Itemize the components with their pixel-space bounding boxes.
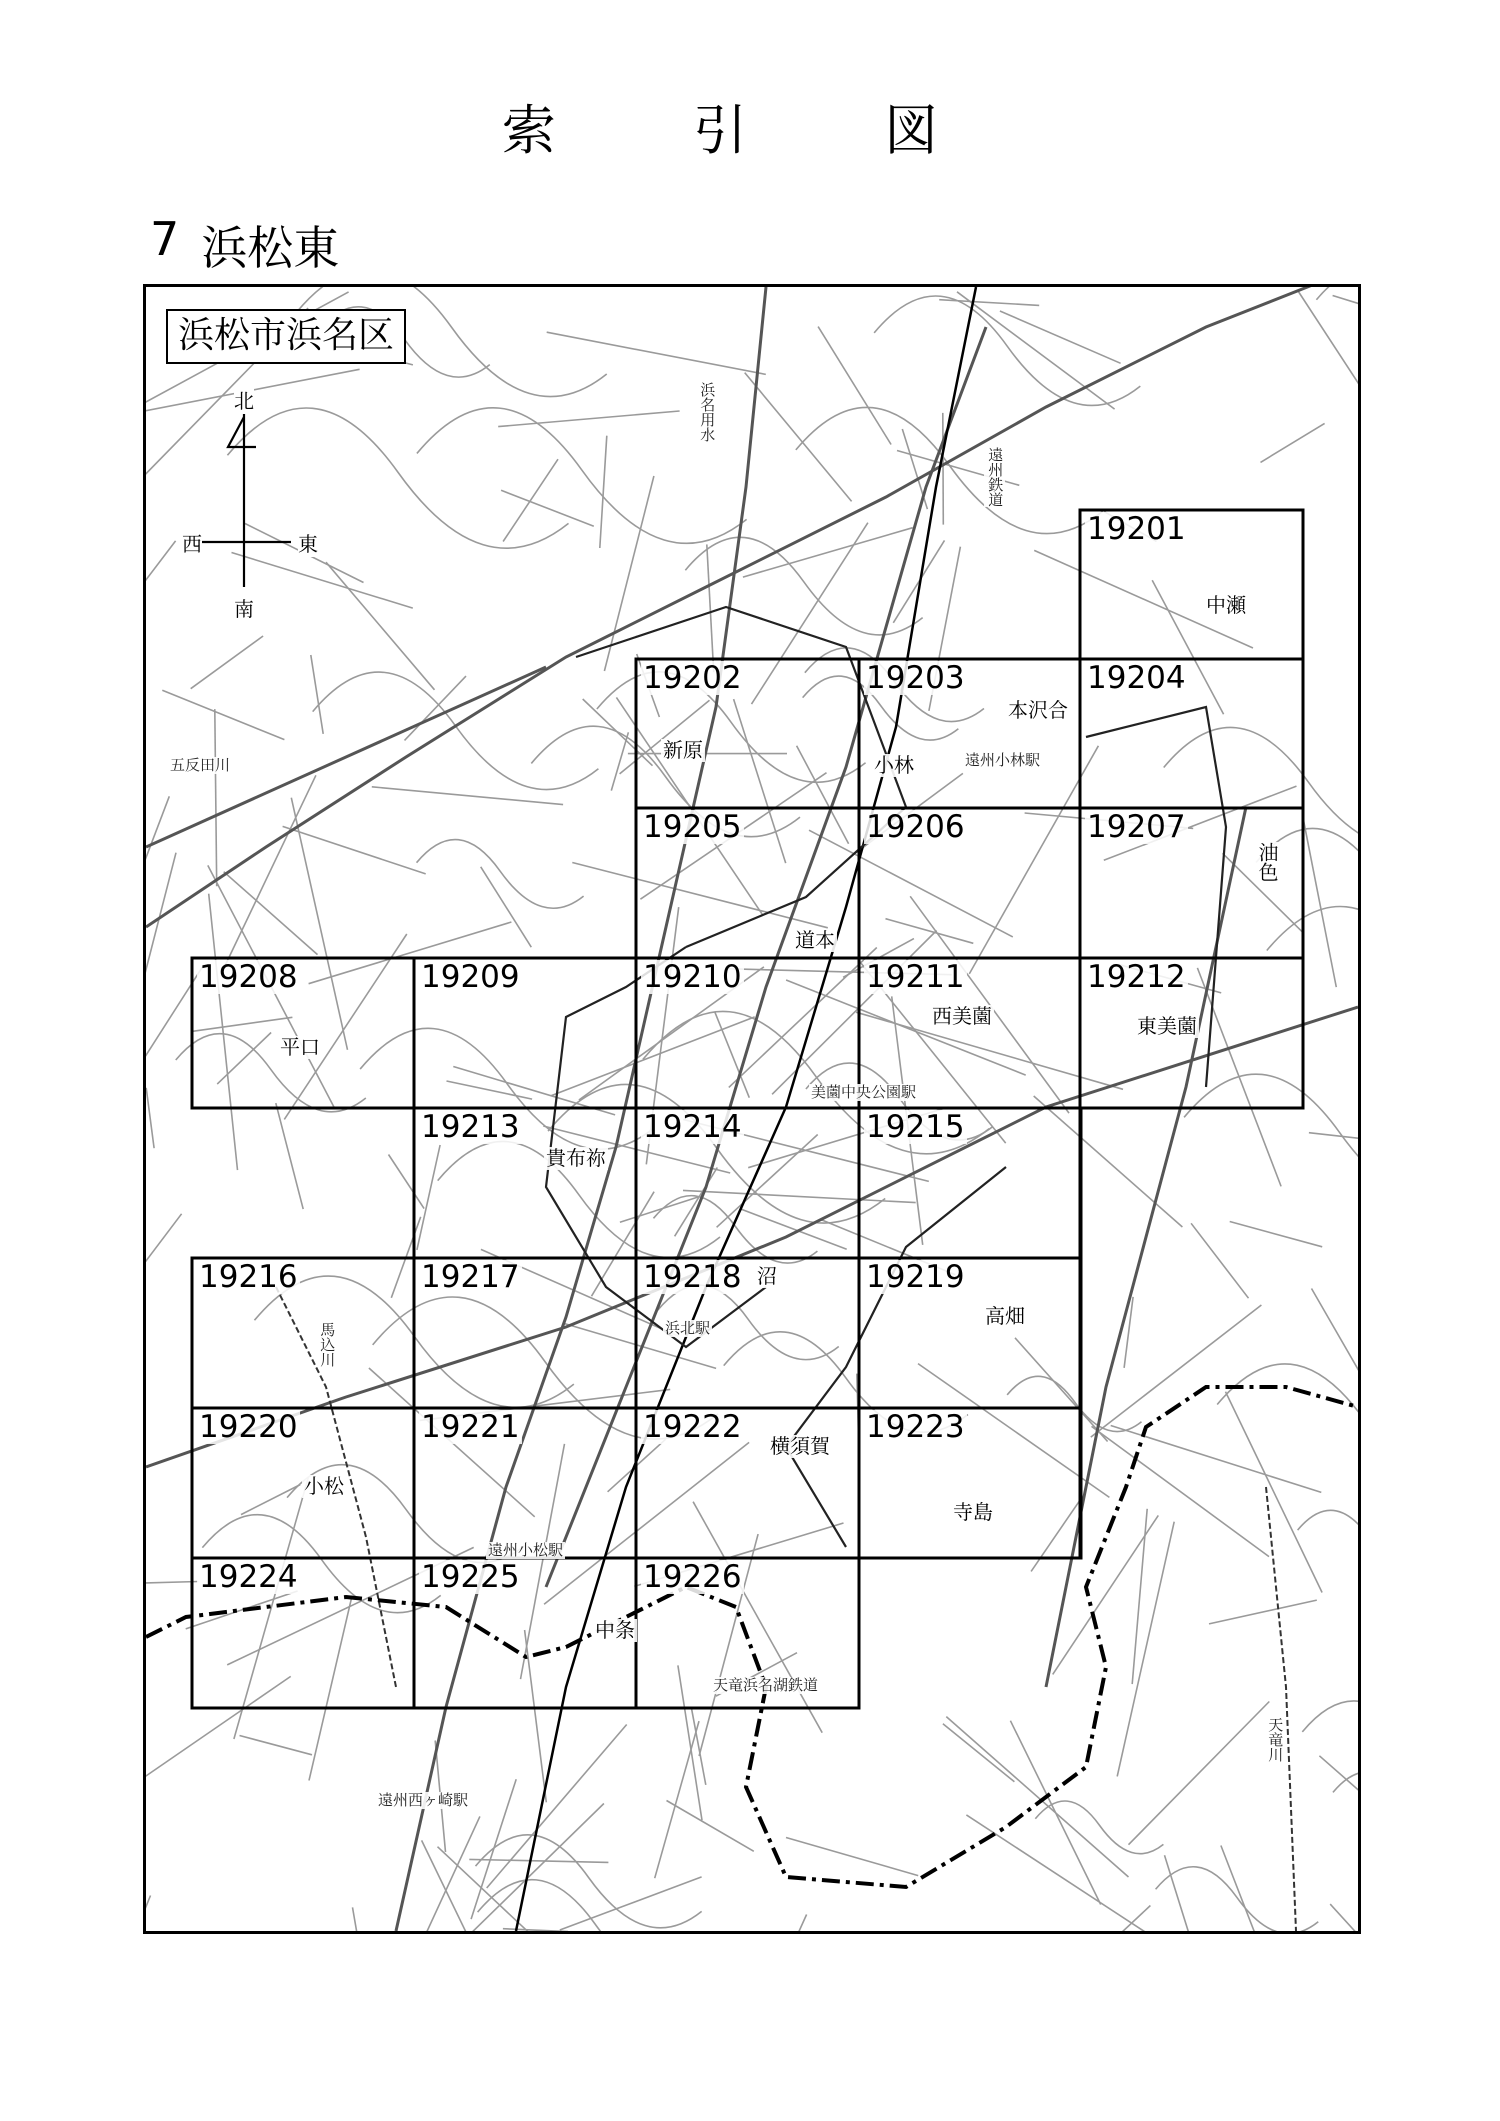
street-curve	[1267, 906, 1358, 1037]
tile-19209[interactable]: 19209	[421, 959, 520, 995]
street-segment	[417, 1145, 440, 1250]
street-segment	[1015, 1338, 1108, 1442]
compass-east-label: 東	[298, 528, 318, 557]
tile-19210[interactable]: 19210	[643, 959, 742, 995]
street-segment	[283, 826, 426, 874]
station-enshu-nishigasaki: 遠州西ヶ崎駅	[378, 1791, 469, 1809]
street-segment	[1312, 1289, 1359, 1405]
street-curve	[1302, 1701, 1358, 1793]
place-domoto: 道本	[795, 928, 835, 952]
section-name: 浜松東	[201, 221, 340, 275]
street-segment	[240, 1736, 313, 1755]
street-segment	[1129, 1702, 1270, 1845]
tile-19206[interactable]: 19206	[866, 809, 965, 845]
index-map	[143, 284, 1361, 1934]
street-segment	[366, 1816, 480, 1931]
tile-19203[interactable]: 19203	[866, 660, 965, 696]
street-segment	[521, 1444, 565, 1679]
tile-19220[interactable]: 19220	[199, 1409, 298, 1445]
street-segment	[560, 1877, 702, 1930]
compass-south-label: 南	[234, 593, 254, 622]
street-segment	[1330, 1904, 1358, 1931]
feature-enshu-railway: 遠州鉄道	[984, 447, 1005, 507]
street-segment	[1297, 290, 1358, 398]
street-curve	[1316, 287, 1358, 360]
tile-19215[interactable]: 19215	[866, 1109, 965, 1145]
street-segment	[503, 1929, 568, 1931]
feature-hamana-canal: 浜名用水	[696, 382, 717, 442]
street-segment	[162, 690, 284, 739]
street-segment	[943, 1724, 1015, 1782]
station-enshu-komatsu: 遠州小松駅	[488, 1541, 564, 1559]
feature-gotanda-river: 五反田川	[170, 756, 231, 774]
street-segment	[353, 1907, 372, 1931]
street-curve	[227, 408, 568, 548]
district-boundaries	[546, 607, 1226, 1547]
street-segment	[946, 1717, 1128, 1877]
street-segment	[743, 528, 913, 577]
tile-19218[interactable]: 19218	[643, 1259, 742, 1295]
street-segment	[1031, 1498, 1082, 1572]
street-segment	[1230, 1222, 1323, 1247]
place-hiraguchi: 平口	[280, 1035, 320, 1059]
tile-19222[interactable]: 19222	[643, 1409, 742, 1445]
place-kibune: 貴布祢	[546, 1146, 606, 1170]
street-segment	[1117, 1522, 1174, 1777]
street-segment	[893, 540, 944, 622]
tile-19213[interactable]: 19213	[421, 1109, 520, 1145]
street-segment	[551, 1017, 755, 1096]
street-segment	[818, 327, 891, 445]
tile-19223[interactable]: 19223	[866, 1409, 965, 1445]
street-segment	[372, 787, 563, 805]
street-segment	[966, 1815, 1155, 1931]
feature-magome-river: 馬込川	[316, 1322, 337, 1367]
place-nakajo: 中条	[595, 1618, 635, 1642]
street-segment	[1092, 1426, 1270, 1556]
river	[276, 1287, 1296, 1931]
street-segment	[501, 490, 594, 526]
street-curve	[313, 672, 599, 789]
city-boundary	[146, 1387, 1358, 1887]
street-segment	[620, 1197, 699, 1223]
tile-19208[interactable]: 19208	[199, 959, 298, 995]
compass-north-label: 北	[234, 385, 254, 414]
street-segment	[752, 523, 868, 704]
street-segment	[611, 732, 628, 790]
tile-19217[interactable]: 19217	[421, 1259, 520, 1295]
street-segment	[1034, 1096, 1183, 1227]
street-segment	[241, 1485, 300, 1515]
tile-19201[interactable]: 19201	[1087, 511, 1186, 547]
place-honzawaai: 本沢合	[1008, 698, 1068, 722]
street-segment	[276, 1103, 303, 1209]
street-segment	[422, 1840, 487, 1931]
street-segment	[1319, 1756, 1358, 1821]
street-curve	[1333, 1772, 1358, 1833]
place-nishimisono: 西美薗	[932, 1004, 992, 1028]
street-curve	[874, 296, 1140, 405]
street-segment	[209, 894, 238, 1170]
tile-19211[interactable]: 19211	[866, 959, 965, 995]
tile-19214[interactable]: 19214	[643, 1109, 742, 1145]
street-segment	[389, 1155, 425, 1209]
street-segment	[745, 373, 852, 502]
street-segment	[311, 655, 323, 734]
tile-19204[interactable]: 19204	[1087, 660, 1186, 696]
street-segment	[1333, 296, 1358, 355]
street-segment	[691, 1707, 706, 1785]
place-takabatake: 高畑	[985, 1304, 1025, 1328]
street-segment	[146, 965, 204, 1136]
tile-19226[interactable]: 19226	[643, 1559, 742, 1595]
compass-west-label: 西	[182, 528, 202, 557]
street-segment	[809, 830, 1013, 937]
street-segment	[415, 1804, 604, 1932]
station-hamakita: 浜北駅	[665, 1319, 711, 1337]
street-segment	[215, 709, 217, 886]
place-niihara: 新原	[663, 738, 703, 762]
tile-19219[interactable]: 19219	[866, 1259, 965, 1295]
street-segment	[146, 796, 169, 865]
street-segment	[707, 1915, 807, 1932]
street-segment	[667, 1801, 754, 1852]
street-segment	[191, 636, 263, 689]
street-segment	[943, 413, 944, 525]
place-terajima: 寺島	[953, 1500, 993, 1524]
place-yokosuka: 横須賀	[770, 1434, 830, 1458]
section-number: 7	[150, 212, 180, 266]
page-title: 索 引 図	[501, 99, 999, 162]
street-segment	[447, 1081, 533, 1099]
street-segment	[683, 1190, 916, 1202]
feature-tenryu-hamanako-railway: 天竜浜名湖鉄道	[713, 1676, 819, 1694]
place-numa: 沼	[757, 1264, 777, 1288]
place-higashimisono: 東美薗	[1137, 1014, 1197, 1038]
street-segment	[1010, 1721, 1100, 1905]
street-segment	[146, 1582, 198, 1584]
place-komatsu: 小松	[304, 1474, 344, 1498]
region-label: 浜松市浜名区	[166, 309, 406, 364]
street-segment	[146, 541, 176, 711]
tile-19225[interactable]: 19225	[421, 1559, 520, 1595]
street-curve	[1184, 1074, 1358, 1202]
station-misono-chuo-koen: 美薗中央公園駅	[811, 1083, 917, 1101]
street-segment	[146, 1214, 182, 1384]
section-heading	[150, 212, 339, 278]
street-segment	[1191, 1223, 1248, 1298]
street-segment	[655, 1721, 699, 1878]
tile-19205[interactable]: 19205	[643, 809, 742, 845]
street-segment	[146, 1896, 151, 1932]
street-segment	[600, 436, 607, 548]
street-segment	[572, 863, 828, 928]
street-curve	[478, 1880, 713, 1931]
street-segment	[547, 332, 766, 374]
tile-19221[interactable]: 19221	[421, 1409, 520, 1445]
street-segment	[232, 553, 413, 609]
street-segment	[786, 1838, 918, 1876]
street-segment	[707, 544, 714, 672]
feature-tenryu-river: 天竜川	[1264, 1717, 1285, 1762]
tile-19212[interactable]: 19212	[1087, 959, 1186, 995]
street-segment	[1261, 423, 1325, 462]
street-segment	[1209, 1600, 1317, 1624]
station-enshu-kobayashi: 遠州小林駅	[965, 751, 1041, 769]
tile-19224[interactable]: 19224	[199, 1559, 298, 1595]
street-segment	[939, 300, 1039, 306]
tile-19216[interactable]: 19216	[199, 1259, 298, 1295]
street-segment	[192, 1017, 293, 1031]
street-segment	[503, 459, 558, 541]
street-segment	[498, 411, 679, 427]
street-segment	[146, 1088, 154, 1148]
place-yushiki: 油色	[1255, 842, 1279, 882]
street-segment	[1304, 821, 1337, 987]
street-segment	[186, 1591, 298, 1629]
place-kobayashi: 小林	[874, 753, 914, 777]
street-segment	[326, 562, 435, 690]
street-segment	[291, 798, 347, 1050]
street-curve	[176, 1034, 366, 1112]
street-segment	[1091, 1305, 1262, 1437]
tile-19202[interactable]: 19202	[643, 660, 742, 696]
street-segment	[1221, 1846, 1318, 1932]
street-segment	[224, 872, 318, 955]
place-nakaze: 中瀬	[1206, 593, 1246, 617]
tile-19207[interactable]: 19207	[1087, 809, 1186, 845]
street-segment	[284, 934, 407, 1119]
